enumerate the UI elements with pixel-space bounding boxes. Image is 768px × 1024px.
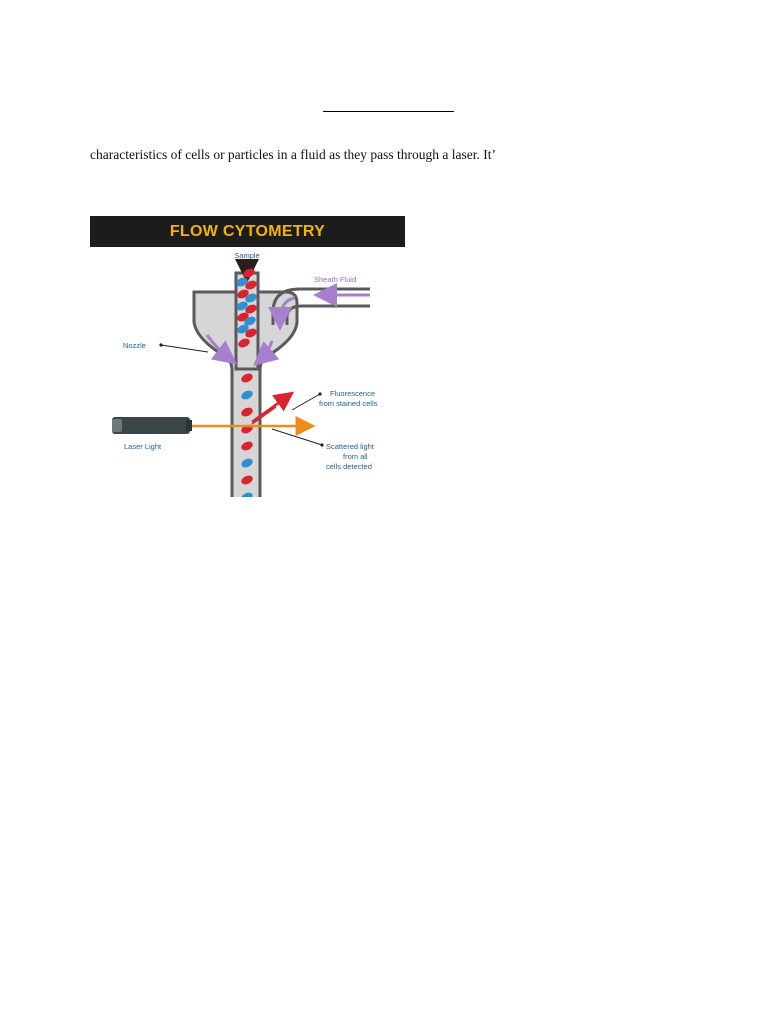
- scattered-label-2: from all: [343, 452, 368, 461]
- fluorescence-leader: [292, 394, 320, 410]
- sheath-fluid-label: Sheath Fluid: [314, 275, 357, 284]
- scattered-label-1: Scattered light: [326, 442, 374, 451]
- flow-cytometry-diagram: [90, 247, 406, 497]
- nozzle-label: Nozzle: [123, 341, 146, 350]
- fluorescence-label-1: Fluorescence: [330, 389, 376, 398]
- laser-device: [112, 417, 192, 434]
- nozzle-leader: [161, 345, 208, 352]
- body-paragraph: characteristics of cells or particles in a fluid as they pass through a laser. It’: [90, 147, 496, 162]
- fluorescence-label-2: from stained cells: [319, 399, 378, 408]
- flow-cytometry-figure: [90, 216, 406, 496]
- sample-label: Sample: [234, 251, 260, 260]
- laser-light-label: Laser Light: [124, 442, 162, 451]
- title-underline: [323, 111, 454, 112]
- scattered-leader: [272, 429, 322, 445]
- scattered-label-3: cells detected: [326, 462, 372, 471]
- figure-title: FLOW CYTOMETRY: [169, 222, 326, 240]
- figure-banner: [90, 216, 405, 247]
